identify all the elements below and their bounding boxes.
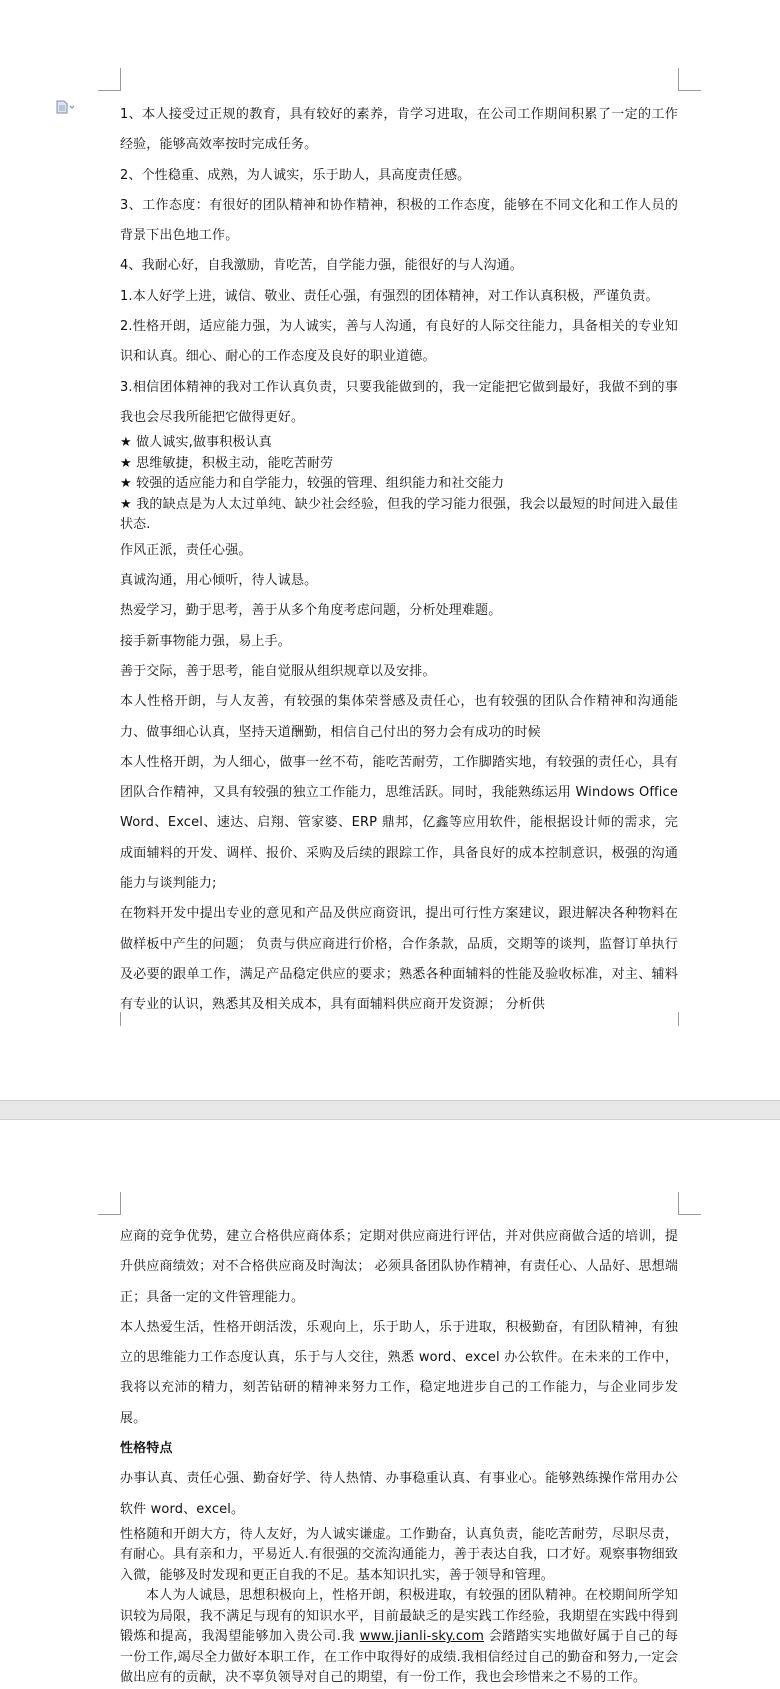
paragraph: 1、本人接受过正规的教育，具有较好的素养，肯学习进取，在公司工作期间积累了一定的工作经验，能够高效率按时完成任务。 [120,107,678,153]
paragraph: 3.相信团体精神的我对工作认真负责，只要我能做到的，我一定能把它做到最好，我做不到的事我也会尽我所能把它做得更好。 [120,379,678,425]
paragraph: 2.性格开朗，适应能力强，为人诚实，善与人沟通，有良好的人际交往能力，具备相关的专业知识和认真。细心、耐心的工作态度及良好的职业道德。 [120,319,678,365]
page-2-body [120,1222,678,1689]
paragraph: 办事认真、责任心强、勤奋好学、待人热情、办事稳重认真、有事业心。能够熟练操作常用办公软件 word、excel。 [120,1471,678,1517]
margin-corner-top-right [678,68,701,91]
page-1-body [120,100,678,1021]
paragraph: 4、我耐心好，自我激励，肯吃苦，自学能力强，能很好的与人沟通。 [120,258,523,274]
paragraph: 2、个性稳重、成熟，为人诚实，乐于助人，具高度责任感。 [120,167,471,183]
star-item: ★ 我的缺点是为人太过单纯、缺少社会经验，但我的学习能力很强，我会以最短的时间进入最佳状态. [120,496,678,533]
paragraph: 性格随和开朗大方，待人友好，为人诚实谦虚。工作勤奋，认真负责，能吃苦耐劳，尽职尽责，有耐心。具有亲和力，平易近人.有很强的交流沟通能力，善于表达自我，口才好。观察事物细致入微，能够及时发现和更正自我的不足。基本知识扎实，善于领导和管理。 [120,1526,678,1583]
paragraph: 真诚沟通，用心倾听，待人诚恳。 [120,573,318,589]
document-icon[interactable] [56,100,76,114]
paragraph: 1.本人好学上进，诚信、敬业、责任心强，有强烈的团体精神，对工作认真积极，严谨负责。 [120,288,659,304]
website-link[interactable]: www.jianli-sky.com [359,1629,485,1645]
section-heading: 性格特点 [120,1441,173,1457]
paragraph: 本人性格开朗，与人友善，有较强的集体荣誉感及责任心，也有较强的团队合作精神和沟通能力、做事细心认真，坚持天道酬勤，相信自己付出的努力会有成功的时候 [120,694,678,740]
paragraph: 热爱学习，勤于思考，善于从多个角度考虑问题，分析处理难题。 [120,603,502,619]
star-item: ★ 做人诚实,做事积极认真 [120,435,272,451]
paragraph: 作风正派，责任心强。 [120,542,252,558]
margin-corner-top-left [98,1192,121,1215]
paragraph: 接手新事物能力强，易上手。 [120,633,291,649]
paragraph: 3、工作态度：有很好的团队精神和协作精神，积极的工作态度，能够在不同文化和工作人员的背景下出色地工作。 [120,197,678,244]
star-item: ★ 较强的适应能力和自学能力，较强的管理、组织能力和社交能力 [120,476,505,492]
paragraph [120,1586,678,1689]
paragraph: 应商的竞争优势，建立合格供应商体系；定期对供应商进行评估，并对供应商做合适的培训，提升供应商绩效；对不合格供应商及时淘汰； 必须具备团队协作精神，有责任心、人品好、思想端正；具备一定的文件管理能力。 [120,1229,678,1305]
page-gap [0,1100,780,1120]
paragraph: 善于交际，善于思考，能自觉服从组织规章以及安排。 [120,663,436,679]
paragraph: 在物料开发中提出专业的意见和产品及供应商资讯，提出可行性方案建议，跟进解决各种物料在做样板中产生的问题； 负责与供应商进行价格，合作条款，品质，交期等的谈判，监督订单执行及必要的跟单工作，满足产品稳定供应的要求；熟悉各种面辅料的性能及验收标准，对主、辅料有专业的认识，熟悉其及相关成本，具有面辅料供应商开发资源； 分析供 [120,906,678,1013]
paragraph: 本人性格开朗，为人细心，做事一丝不苟，能吃苦耐劳，工作脚踏实地，有较强的责任心，具有团队合作精神，又具有较强的独立工作能力，思维活跃。同时，我能熟练运用 Windows Office Word、Excel、速达、启翔、管家婆、ERP 鼎邦，亿鑫等应用软件，能根据设计师的需求，完成面辅料的开发、调样、报价、采购及后续的跟踪工作，具备良好的成本控制意识，极强的沟通能力与谈判能力; [120,754,678,892]
margin-corner-bottom-right [678,1012,701,1026]
paragraph-text: 本人为人诚恳，思想积极向上，性格开朗，积极进取，有较强的团队精神。在校期间所学知识较为局限，我不满足与现有的知识水平，目前最缺乏的是实践工作经验，我期望在实践中得到锻炼和提高，我渴望能够加入贵公司.我 [120,1588,678,1645]
paragraph-text: 会踏踏实实地做好属于自己的每一份工作,竭尽全力做好本职工作，在工作中取得好的成绩.我相信经过自己的勤奋和努力,一定会做出应有的贡献，决不辜负领导对自己的期望，有一份工作，我也会珍惜来之不易的工作。 [120,1629,678,1686]
margin-corner-top-right [678,1192,701,1215]
paragraph: 本人热爱生活，性格开朗活泼，乐观向上，乐于助人，乐于进取，积极勤奋，有团队精神，有独立的思维能力工作态度认真，乐于与人交往，熟悉 word、excel 办公软件。在未来的工作中，我将以充沛的精力，刻苦钻研的精神来努力工作，稳定地进步自己的工作能力，与企业同步发展。 [120,1319,678,1426]
margin-corner-top-left [98,68,121,91]
star-item: ★ 思维敏捷，积极主动，能吃苦耐劳 [120,455,334,471]
margin-corner-bottom-left [98,1012,121,1026]
